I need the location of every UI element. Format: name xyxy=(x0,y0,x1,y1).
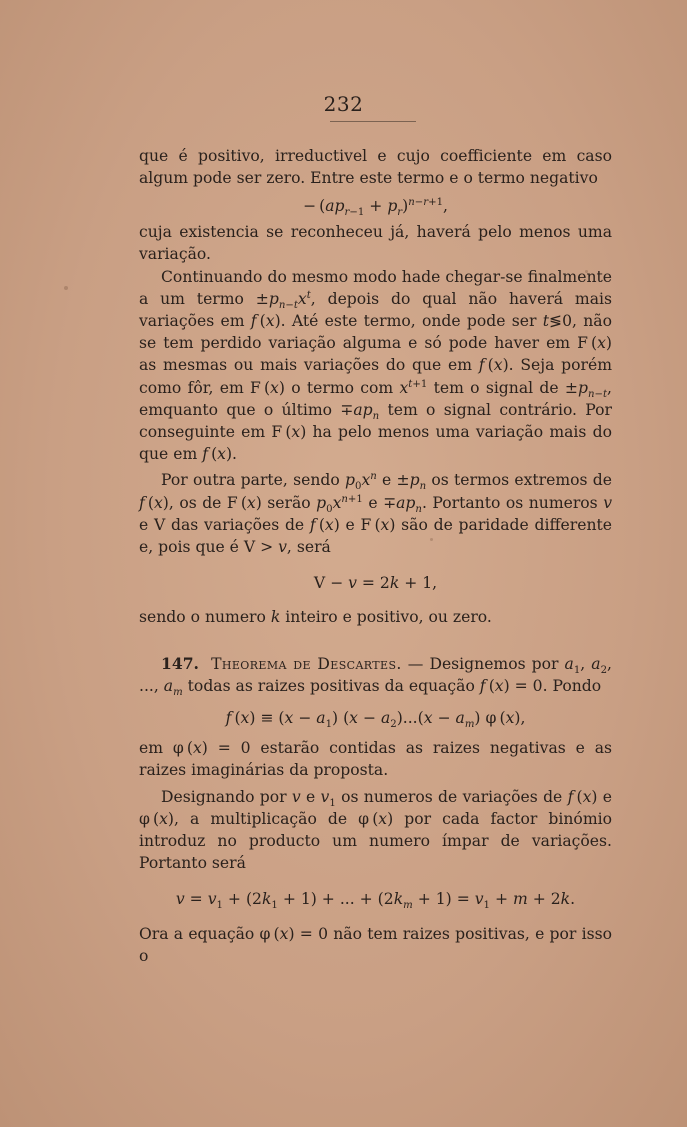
paragraph-phi-roots: em φ (x) = 0 estarão contidas as raizes negativas e as raizes imaginárias da proposta. xyxy=(139,739,612,780)
paper-stain xyxy=(64,286,68,290)
paragraph-designating: Designando por v e $v_1$ os numeros de variações de f (x) e φ (x), a multiplicação de φ (x) por cada factor binómio introduz no producto um numero ímpar de variações. Portanto será xyxy=(139,787,612,873)
page-number: 232 xyxy=(323,92,364,116)
formula-variation-count: $v = v_1 + (2k_1 + 1)$ + ... + $(2k_m + 1) = v_1 + m + 2k$. xyxy=(175,890,576,912)
paragraph-intro: que é positivo, irreductivel e cujo coefficiente em caso algum pode ser zero. Entre este termo e o termo negativo xyxy=(139,147,612,188)
paragraph-continuing: Continuando do mesmo modo hade chegar-se finalmente a um termo $\pm p_{n-t}x^t$, depois do qual não haverá mais variações em f (x). Até este termo, onde pode ser t≶0, não se tem perdido variação alguma e só pode haver em F (x) as mesmas ou mais variações do que em f (x). Seja porém como fôr, em F (x) o termo com $x^{t+1}$ tem o signal de $\pm p_{n-t}$, emquanto que o último $\mp ap_n$ tem o signal contrário. Por conseguinte em F (x) ha pelo menos uma variação mais do que em f (x). xyxy=(139,267,613,464)
formula-parity: V − v = 2k + 1, xyxy=(313,574,438,593)
paragraph-k-integer: sendo o numero k inteiro e positivo, ou zero. xyxy=(139,608,492,627)
header-rule xyxy=(330,121,416,122)
page-body xyxy=(139,145,612,967)
section-147: 147. Theorema de Descartes. — Designemos por $a_1$, $a_2$, ..., $a_m$ todas as raizes positivas da equação f (x) = 0. Pondo xyxy=(139,653,613,698)
paragraph-closing: Ora a equação φ (x) = 0 não tem raizes positivas, e por isso o xyxy=(139,924,612,965)
formula-negative-term: − $(ap_{r-1} + p_r)^{n-r+1}$, xyxy=(303,196,448,219)
paragraph-other-part: Por outra parte, sendo $p_0x^n$ $e \pm p_n$ os termos extremos de f (x), os de F (x) serão $p_0x^{n+1}$ $e \mp ap_n$. Portanto os numeros v e V das variações de f (x) e F (x) são de paridade differente e, pois que é V > v, será xyxy=(139,471,613,557)
formula-factorization: f $(x) \equiv (x - a_1)$ $(x - a_2)...(x - a_m)$ φ (x), xyxy=(225,709,526,731)
section-number: 147. xyxy=(161,653,199,673)
paragraph-existence: cuja existencia se reconheceu já, haverá pelo menos uma variação. xyxy=(139,223,612,264)
section-title: Theorema de Descartes. xyxy=(211,654,402,673)
